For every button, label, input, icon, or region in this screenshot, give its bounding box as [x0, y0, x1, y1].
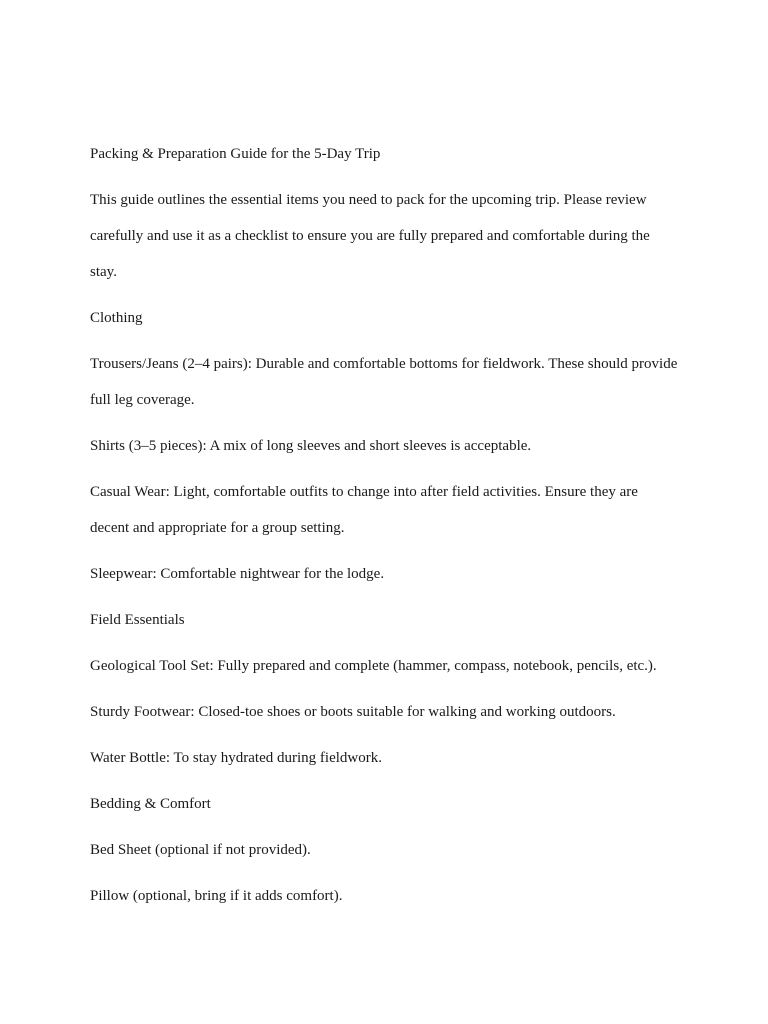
- clothing-item: Shirts (3–5 pieces): A mix of long sleeves and short sleeves is acceptable.: [90, 438, 532, 454]
- document-body: [90, 136, 680, 924]
- bedding-item: Pillow (optional, bring if it adds comfort).: [90, 888, 343, 904]
- field-item: Geological Tool Set: Fully prepared and complete (hammer, compass, notebook, pencils, etc.).: [90, 658, 657, 674]
- bedding-item: Bed Sheet (optional if not provided).: [90, 842, 311, 858]
- field-item: Water Bottle: To stay hydrated during fieldwork.: [90, 750, 382, 766]
- intro-paragraph: This guide outlines the essential items you need to pack for the upcoming trip. Please review carefully and use it as a checklist to ensure you are fully prepared and comfortable during the stay.: [90, 192, 650, 280]
- field-item: Sturdy Footwear: Closed-toe shoes or boots suitable for walking and working outdoors.: [90, 704, 616, 720]
- clothing-item: Trousers/Jeans (2–4 pairs): Durable and comfortable bottoms for fieldwork. These should provide full leg coverage.: [90, 356, 678, 408]
- section-heading-bedding: Bedding & Comfort: [90, 796, 211, 812]
- section-heading-field-essentials: Field Essentials: [90, 612, 185, 628]
- section-heading-clothing: Clothing: [90, 310, 143, 326]
- document-title: Packing & Preparation Guide for the 5-Day Trip: [90, 146, 381, 162]
- clothing-item: Sleepwear: Comfortable nightwear for the lodge.: [90, 566, 385, 582]
- clothing-item: Casual Wear: Light, comfortable outfits to change into after field activities. Ensure they are decent and appropriate for a group setting.: [90, 484, 638, 536]
